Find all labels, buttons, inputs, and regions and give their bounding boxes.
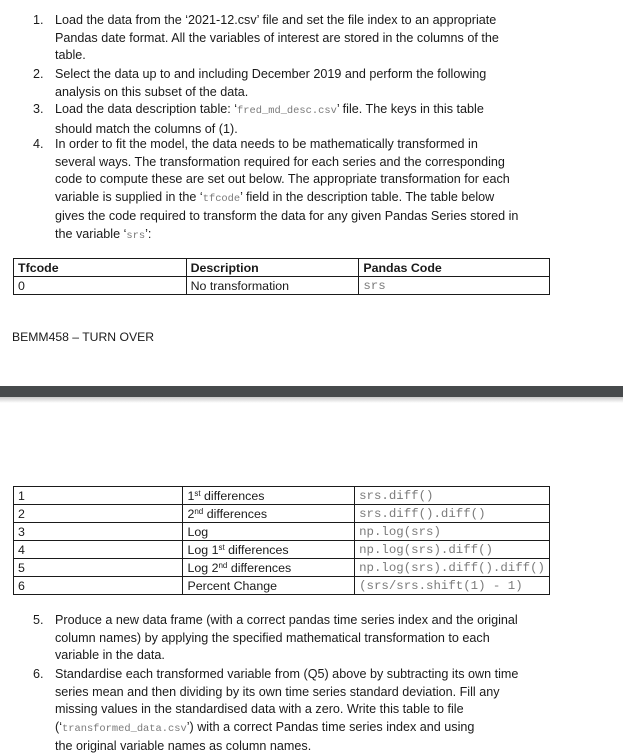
item-3-line-2: should match the columns of (1). (55, 121, 238, 136)
page-break-shadow (0, 397, 623, 403)
table-row: 1 1st differences srs.diff() (14, 487, 550, 505)
page-footer-note: BEMM458 – TURN OVER (12, 330, 155, 344)
cell-pandas-code: np.log(srs) (355, 523, 550, 541)
item-4-line-1: In order to fit the model, the data needs to be mathematically transformed in (55, 137, 478, 151)
transform-table-bottom (13, 486, 550, 595)
table-row: 4 Log 1st differences np.log(srs).diff() (14, 541, 550, 559)
header-tfcode: Tfcode (14, 259, 187, 277)
header-pandas-code: Pandas Code (359, 259, 550, 277)
item-5-line-3: variable in the data. (55, 648, 165, 663)
filename-code: fred_md_desc.csv (237, 105, 337, 117)
item-4-line-3: code to compute these are set out below. The appropriate transformation for each (55, 172, 510, 187)
cell-pandas-code: srs.diff() (355, 487, 550, 505)
table-row: 5 Log 2nd differences np.log(srs).diff().diff() (14, 559, 550, 577)
table-row: 2 2nd differences srs.diff().diff() (14, 505, 550, 523)
tfcode-code: tfcode (202, 192, 241, 205)
item-6-line-2: series mean and then dividing by its own time series standard deviation. Fill any (55, 684, 500, 699)
table-row: 6 Percent Change (srs/srs.shift(1) - 1) (14, 577, 550, 595)
item-4-line-4: variable is supplied in the ‘tfcode’ field in the description table. The table below (55, 189, 495, 205)
item-4-line-6: the variable ‘srs’: (55, 226, 152, 242)
item-2-line-1: Select the data up to and including December 2019 and perform the following (55, 67, 487, 81)
cell-pandas-code: (srs/srs.shift(1) - 1) (355, 577, 550, 595)
item-1-line-2: Pandas date format. All the variables of interest are stored in the columns of the (55, 30, 499, 45)
item-5-line-1: Produce a new data frame (with a correct pandas time series index and the original (55, 613, 518, 627)
srs-code: srs (126, 229, 146, 242)
table-row: 3 Log np.log(srs) (14, 523, 550, 541)
item-1-line-1: Load the data from the ‘2021-12.csv’ file and set the file index to an appropriate (55, 13, 497, 27)
page-break-divider (0, 386, 623, 397)
table-row (14, 277, 550, 295)
cell-pandas-code: np.log(srs).diff() (355, 541, 550, 559)
item-number: 6. (33, 667, 44, 681)
item-6-line-3: missing values in the standardised data with a zero. Write this table to file (55, 702, 464, 717)
item-5-line-2: column names) by applying the specified mathematical transformation to each (55, 630, 490, 645)
item-number: 4. (33, 137, 44, 151)
item-4-line-2: several ways. The transformation required for each series and the corresponding (55, 154, 505, 169)
cell-tfcode: 0 (14, 277, 187, 295)
item-number: 5. (33, 613, 44, 627)
header-description: Description (186, 259, 359, 277)
cell-pandas-code: srs.diff().diff() (355, 505, 550, 523)
item-6-line-1: Standardise each transformed variable from (Q5) above by subtracting its own time (55, 667, 519, 681)
cell-pandas-code: srs (359, 277, 550, 295)
item-6-line-4: (‘transformed_data.csv’) with a correct Pandas time series index and using (55, 719, 475, 735)
item-number: 3. (33, 102, 44, 116)
cell-pandas-code: np.log(srs).diff().diff() (355, 559, 550, 577)
table-header-row (14, 259, 550, 277)
transform-table-top (13, 258, 550, 295)
item-2-line-2: analysis on this subset of the data. (55, 84, 249, 99)
item-4-line-5: gives the code required to transform the data for any given Pandas Series stored in (55, 209, 519, 224)
item-6-line-5: the original variable names as column names. (55, 739, 312, 754)
item-3-line-1: Load the data description table: ‘fred_md_desc.csv’ file. The keys in this table (55, 102, 484, 117)
output-filename-code: transformed_data.csv (62, 722, 187, 735)
cell-description: No transformation (186, 277, 359, 295)
item-number: 2. (33, 67, 44, 81)
item-1-line-3: table. (55, 48, 86, 63)
item-number: 1. (33, 13, 44, 27)
